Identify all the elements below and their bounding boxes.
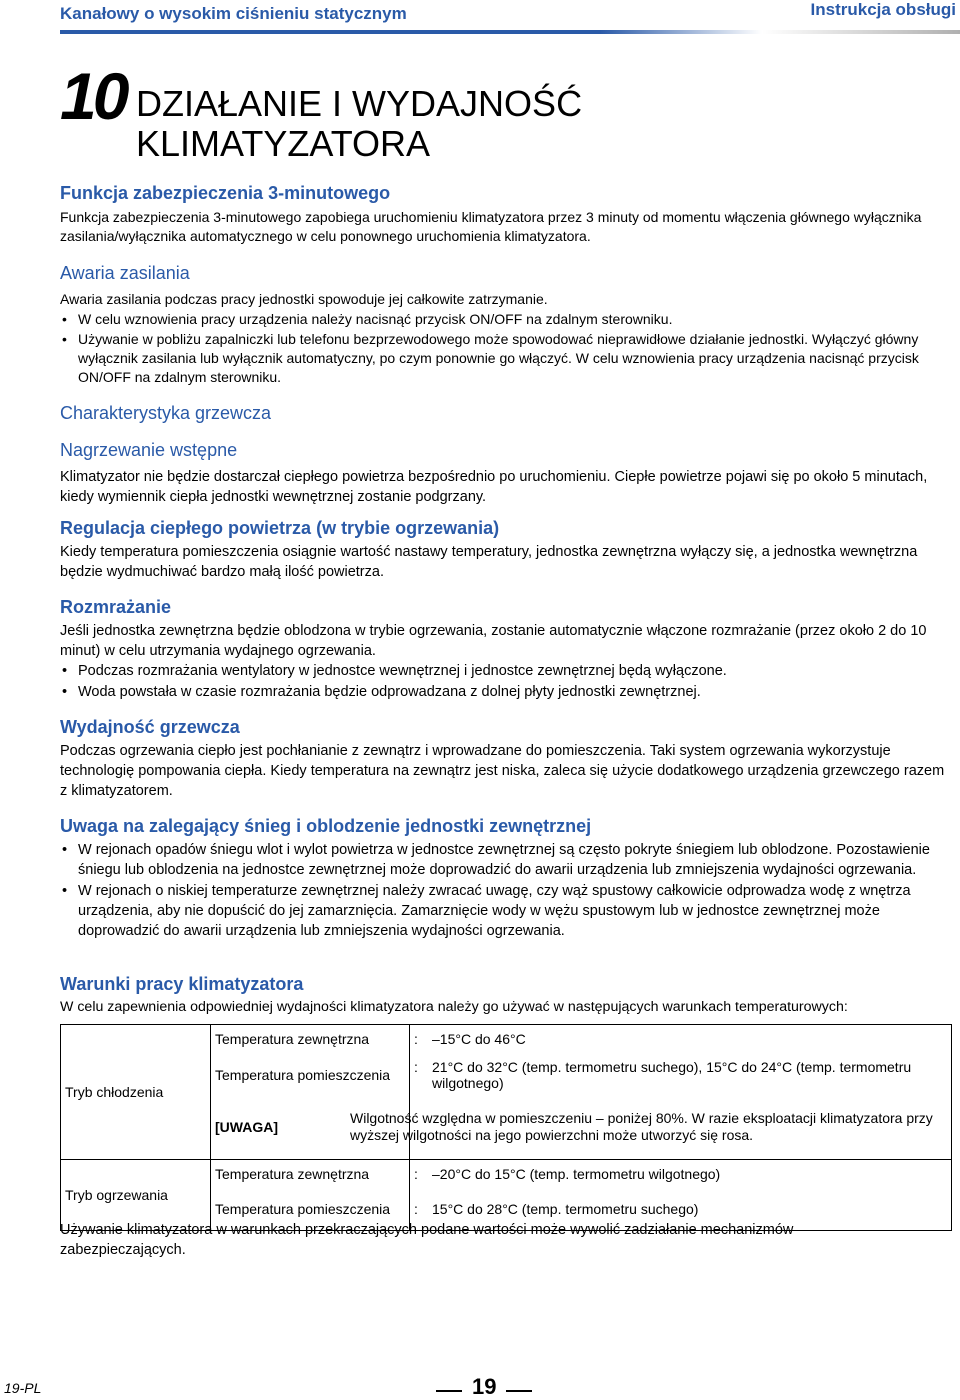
section-heading: Warunki pracy klimatyzatora xyxy=(60,974,304,994)
section-operating-conditions xyxy=(60,974,954,1017)
chapter-title-line1: DZIAŁANIE I WYDAJNOŚĆ xyxy=(136,83,583,124)
section-heading: Rozmrażanie xyxy=(60,597,172,617)
section-heating-characteristics xyxy=(60,403,950,424)
note-label: [UWAGA] xyxy=(211,1096,410,1160)
outdoor-temp-value xyxy=(410,1160,952,1189)
mode-cooling: Tryb chłodzenia xyxy=(61,1025,211,1160)
footer-dash-right xyxy=(506,1390,532,1392)
colon: : xyxy=(414,1031,418,1048)
list-item: • W rejonach o niskiej temperaturze zewnętrznej należy zwracać uwagę, czy wąż spustowy całkowicie odprowadza wodę z wnętrza urządzenia, aby nie dopuścić do jej zamarznięcia. Zamarznięcie wody w wężu spustowym lub w jednostce zewnętrznej może doprowadzić do awarii urządzenia lub zmniejszenia wydajności ogrzewania. xyxy=(60,881,950,941)
note-value xyxy=(350,1096,952,1160)
section-text: Kiedy temperatura pomieszczenia osiągnie wartość nastawy temperatury, jednostka zewnętrzna wyłączy się, a jednostka wewnętrzna będzie wydmuchiwać bardzo małą ilość powietrza. xyxy=(60,544,918,580)
section-heading: Uwaga na zalegający śnieg i oblodzenie jednostki zewnętrznej xyxy=(60,816,592,836)
section-text: Używanie klimatyzatora w warunkach przekraczających podane wartości może wywolić zadziałanie mechanizmów zabezpieczających. xyxy=(60,1222,794,1258)
footer-page-code: 19-PL xyxy=(4,1380,42,1396)
header-manual-label: Instrukcja obsługi xyxy=(810,0,956,19)
footer-page-number: 19 xyxy=(472,1374,497,1399)
outdoor-temp-value xyxy=(410,1025,952,1054)
operating-conditions-table xyxy=(60,1024,952,1231)
section-heading: Awaria zasilania xyxy=(60,263,190,283)
value-text: 15°C do 28°C (temp. termometru suchego) xyxy=(432,1201,699,1218)
section-after-table xyxy=(60,1220,900,1260)
section-text: Awaria zasilania podczas pracy jednostki spowoduje jej całkowite zatrzymanie. xyxy=(60,291,548,307)
section-text: Funkcja zabezpieczenia 3-minutowego zapobiega uruchomieniu klimatyzatora przez 3 minuty od momentu włączenia głównego wyłącznika zasilania/wyłącznika automatycznego w celu ponownego uruchomienia klimatyzatora. xyxy=(60,209,922,244)
indoor-temp-label: Temperatura pomieszczenia xyxy=(211,1054,410,1096)
section-defrosting xyxy=(60,597,950,702)
section-snow-icing xyxy=(60,816,950,941)
indoor-temp-label: Temperatura pomieszczenia xyxy=(211,1189,410,1231)
value-text: 21°C do 32°C (temp. termometru suchego), 15°C do 24°C (temp. termometru wilgotnego) xyxy=(432,1058,912,1091)
section-power-failure xyxy=(60,263,950,387)
colon: : xyxy=(414,1058,418,1075)
section-preheating xyxy=(60,440,950,507)
outdoor-temp-label: Temperatura zewnętrzna xyxy=(211,1025,410,1054)
chapter-number: 10 xyxy=(60,59,126,133)
section-heading: Funkcja zabezpieczenia 3-minutowego xyxy=(60,183,391,203)
value-text: –20°C do 15°C (temp. termometru wilgotnego) xyxy=(432,1166,721,1183)
chapter-title-line2: KLIMATYZATORA xyxy=(136,123,431,164)
section-heading: Nagrzewanie wstępne xyxy=(60,440,238,460)
list-item: • W celu wznowienia pracy urządzenia należy nacisnąć przycisk ON/OFF na zdalnym sterowniku. xyxy=(60,310,950,329)
section-text: Klimatyzator nie będzie dostarczał ciepłego powietrza bezpośrednio po uruchomieniu. Ciepłe powietrze pojawi się po około 5 minutach, kiedy wymiennik ciepła jednostki wewnętrznej zostanie podgrzany. xyxy=(60,469,928,505)
section-heading: Regulacja ciepłego powietrza (w trybie ogrzewania) xyxy=(60,518,500,538)
section-heading: Wydajność grzewcza xyxy=(60,717,240,737)
colon: : xyxy=(414,1166,418,1183)
section-3min-protection xyxy=(60,183,950,246)
footer-dash-left xyxy=(436,1390,462,1392)
colon: : xyxy=(414,1201,418,1218)
note-text: Wilgotność względna w pomieszczeniu – poniżej 80%. W razie eksploatacji klimatyzatora przy wyższej wilgotności na jego powierzchni może utworzyć się rosa. xyxy=(350,1110,933,1144)
chapter-title xyxy=(136,84,582,164)
section-text: W celu zapewnienia odpowiedniej wydajności klimatyzatora należy go używać w następujących warunkach temperaturowych: xyxy=(60,999,848,1015)
header-title: Kanałowy o wysokim ciśnieniu statycznym xyxy=(60,4,407,23)
header-rule xyxy=(60,30,960,34)
section-heading: Charakterystyka grzewcza xyxy=(60,403,272,423)
list-item: • Woda powstała w czasie rozmrażania będzie odprowadzana z dolnej płyty jednostki zewnętrznej. xyxy=(60,682,950,702)
list-item: • Podczas rozmrażania wentylatory w jednostce wewnętrznej i jednostce zewnętrznej będą wyłączone. xyxy=(60,661,950,681)
list-item: • Używanie w pobliżu zapalniczki lub telefonu bezprzewodowego może spowodować nieprawidłowe działanie jednostki. Wyłączyć główny wyłącznik zasilania lub wyłącznik automatyczny, po czym ponownie go włączyć. W celu wznowienia pracy urządzenia nacisnąć przycisk ON/OFF na zdalnym sterowniku. xyxy=(60,330,950,387)
section-heating-capacity xyxy=(60,717,950,801)
value-text: –15°C do 46°C xyxy=(432,1031,526,1048)
mode-heating: Tryb ogrzewania xyxy=(61,1160,211,1231)
section-text: Jeśli jednostka zewnętrzna będzie oblodzona w trybie ogrzewania, zostanie automatycznie włączone rozmrażanie (przez około 2 do 10 minut) w celu utrzymania wydajnego ogrzewania. xyxy=(60,623,927,659)
section-text: Podczas ogrzewania ciepło jest pochłanianie z zewnątrz i wprowadzane do pomieszczenia. Taki system ogrzewania wykorzystuje technologię pompowania ciepła. Kiedy temperatura na zewnątrz jest niska, zaleca się użycie dodatkowego urządzenia grzewczego razem z klimatyzatorem. xyxy=(60,743,945,799)
list-item: • W rejonach opadów śniegu wlot i wylot powietrza w jednostce zewnętrznej są często pokryte śniegiem lub oblodzone. Pozostawienie śniegu lub oblodzenia na jednostce zewnętrznej może doprowadzić do awarii urządzenia lub zmniejszenia wydajności ogrzewania. xyxy=(60,840,950,880)
section-warm-air-control xyxy=(60,518,950,582)
indoor-temp-value xyxy=(410,1054,952,1096)
outdoor-temp-label: Temperatura zewnętrzna xyxy=(211,1160,410,1189)
